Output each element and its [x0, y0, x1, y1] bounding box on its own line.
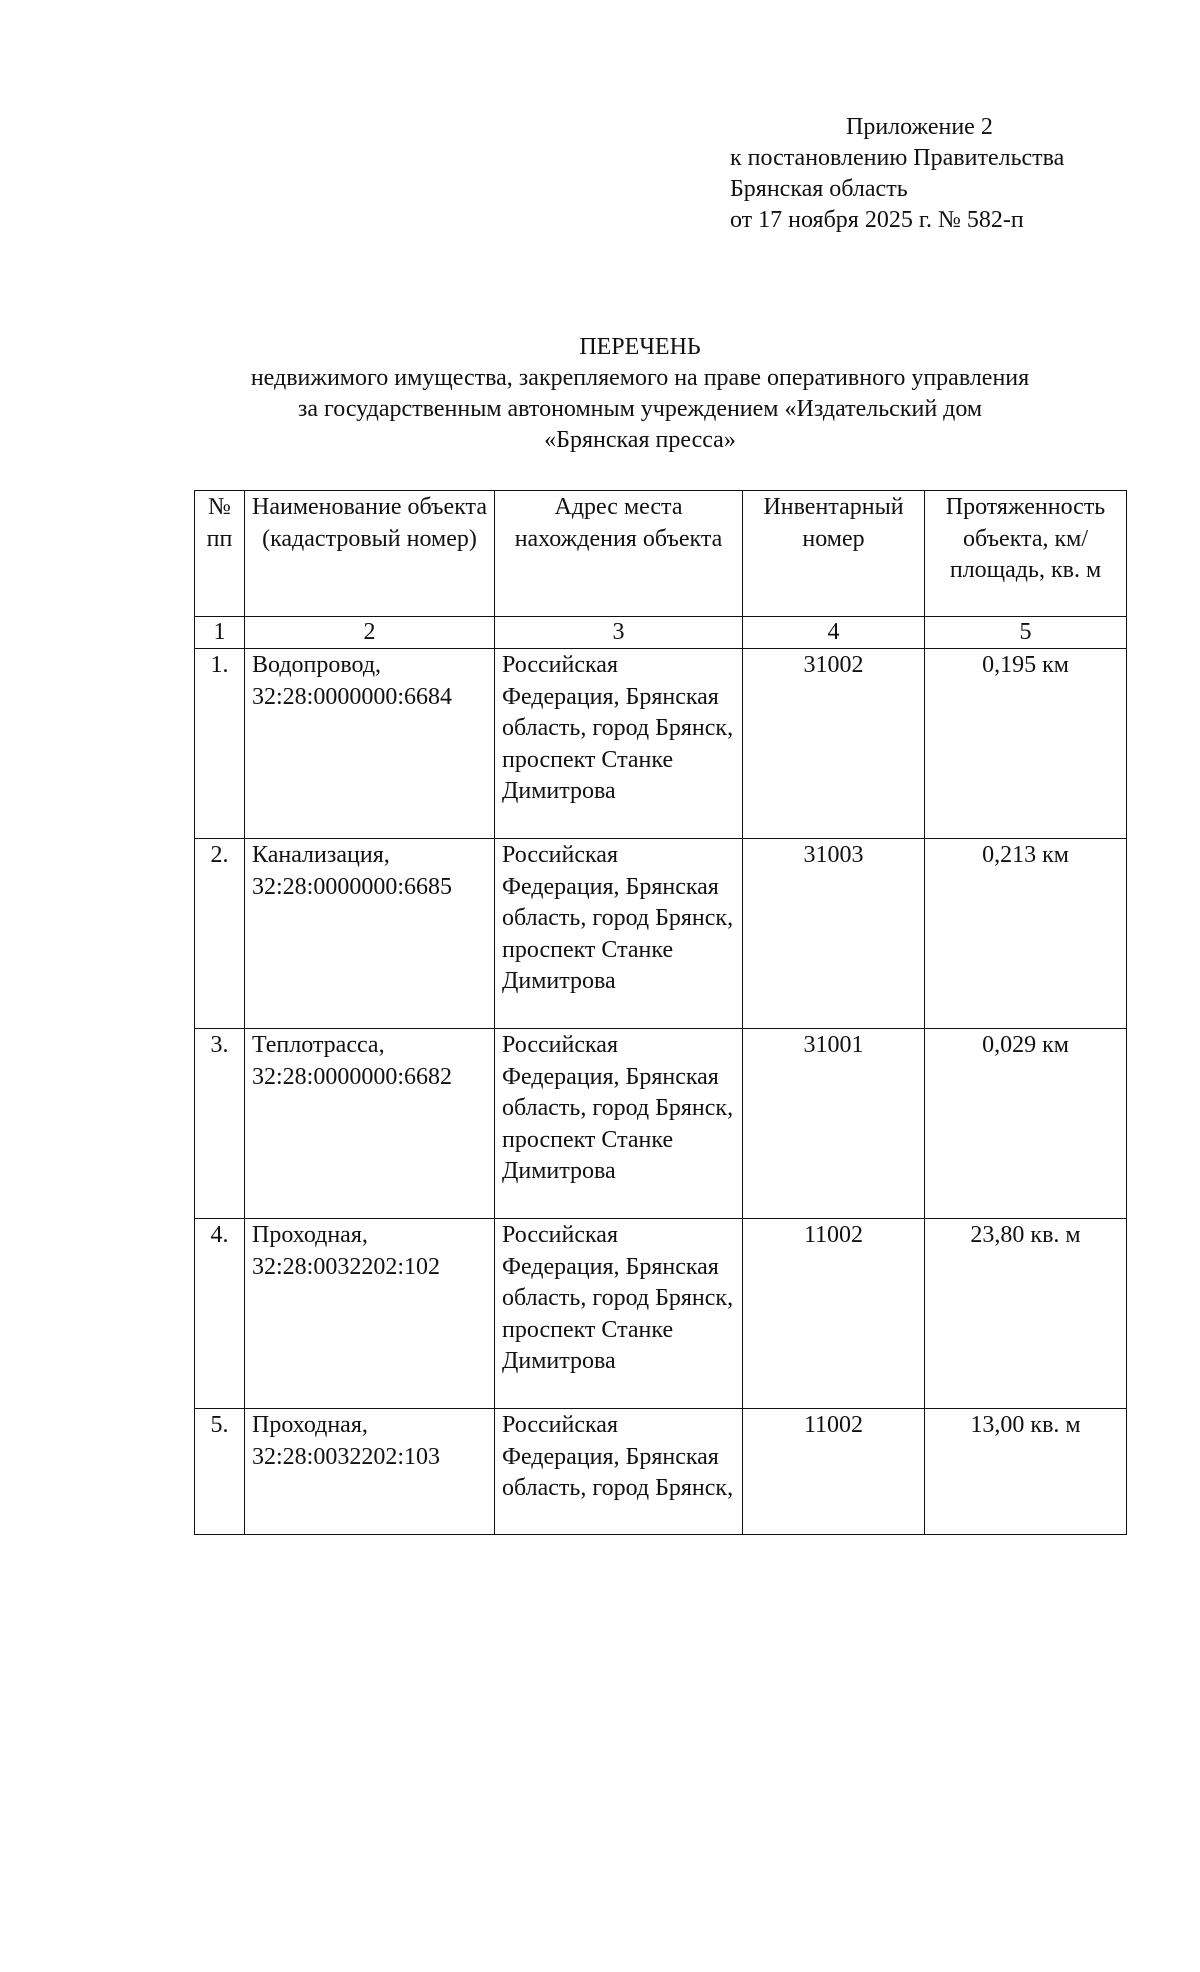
- address-cell: Российская Федерация, Брянская область, город Брянск, проспект Станке Димитрова: [495, 1219, 743, 1409]
- cadastral-number: 32:28:0000000:6685: [252, 873, 453, 900]
- table-header-row: [195, 491, 1127, 617]
- header-cell-name: Наименование объекта (кадастровый номер): [245, 491, 495, 617]
- inventory-number: 31002: [743, 649, 925, 839]
- address-cell: Российская Федерация, Брянская область, город Брянск, проспект Станке Димитрова: [495, 649, 743, 839]
- title-line-2: за государственным автономным учреждением «Издательский дом: [297, 396, 983, 422]
- column-number: 5: [925, 617, 1127, 649]
- row-number: 3.: [195, 1029, 245, 1219]
- address-cell: Российская Федерация, Брянская область, город Брянск,: [495, 1409, 743, 1535]
- column-number: 3: [495, 617, 743, 649]
- object-name-cell: [245, 839, 495, 1029]
- header-cell-address: Адрес места нахождения объекта: [495, 491, 743, 617]
- cadastral-number: 32:28:0032202:103: [252, 1443, 441, 1470]
- column-number: 1: [195, 617, 245, 649]
- object-size: 23,80 кв. м: [925, 1219, 1127, 1409]
- row-number: 4.: [195, 1219, 245, 1409]
- header-cell-number: № пп: [195, 491, 245, 617]
- column-number: 4: [743, 617, 925, 649]
- object-name-cell: [245, 1219, 495, 1409]
- appendix-line-1: Приложение 2: [846, 114, 993, 140]
- object-size: 0,195 км: [925, 649, 1127, 839]
- object-name-cell: [245, 1029, 495, 1219]
- object-name: Водопровод,: [252, 652, 382, 678]
- header-cell-size: Протяженность объекта, км/ площадь, кв. м: [925, 491, 1127, 617]
- object-size: 0,213 км: [925, 839, 1127, 1029]
- appendix-line-2: к постановлению Правительства: [730, 145, 1065, 171]
- cadastral-number: 32:28:0000000:6682: [252, 1063, 453, 1090]
- inventory-number: 31003: [743, 839, 925, 1029]
- cadastral-number: 32:28:0032202:102: [252, 1253, 441, 1280]
- object-name-cell: [245, 649, 495, 839]
- inventory-number: 31001: [743, 1029, 925, 1219]
- object-name-cell: [245, 1409, 495, 1535]
- column-number-row: [195, 617, 1127, 649]
- inventory-number: 11002: [743, 1409, 925, 1535]
- table-row: [195, 1029, 1127, 1219]
- object-name: Проходная,: [252, 1222, 368, 1248]
- object-name: Теплотрасса,: [252, 1032, 385, 1058]
- column-number: 2: [245, 617, 495, 649]
- row-number: 5.: [195, 1409, 245, 1535]
- table-row: [195, 649, 1127, 839]
- row-number: 1.: [195, 649, 245, 839]
- object-size: 13,00 кв. м: [925, 1409, 1127, 1535]
- header-cell-inventory: Инвентарный номер: [743, 491, 925, 617]
- property-table: [194, 490, 1127, 1535]
- object-name: Проходная,: [252, 1412, 368, 1438]
- appendix-line-4: от 17 ноября 2025 г. № 582-п: [730, 207, 1024, 233]
- title-line-1: недвижимого имущества, закрепляемого на праве оперативного управления: [250, 365, 1030, 391]
- title-heading: ПЕРЕЧЕНЬ: [579, 334, 701, 360]
- table-row: [195, 839, 1127, 1029]
- row-number: 2.: [195, 839, 245, 1029]
- inventory-number: 11002: [743, 1219, 925, 1409]
- table-row: [195, 1219, 1127, 1409]
- table-row: [195, 1409, 1127, 1535]
- appendix-block: [730, 112, 1064, 236]
- appendix-line-3: Брянская область: [730, 176, 908, 202]
- address-cell: Российская Федерация, Брянская область, город Брянск, проспект Станке Димитрова: [495, 1029, 743, 1219]
- object-name: Канализация,: [252, 842, 390, 868]
- document-title: [150, 332, 1130, 456]
- title-line-3: «Брянская пресса»: [544, 427, 736, 453]
- cadastral-number: 32:28:0000000:6684: [252, 683, 453, 710]
- address-cell: Российская Федерация, Брянская область, город Брянск, проспект Станке Димитрова: [495, 839, 743, 1029]
- object-size: 0,029 км: [925, 1029, 1127, 1219]
